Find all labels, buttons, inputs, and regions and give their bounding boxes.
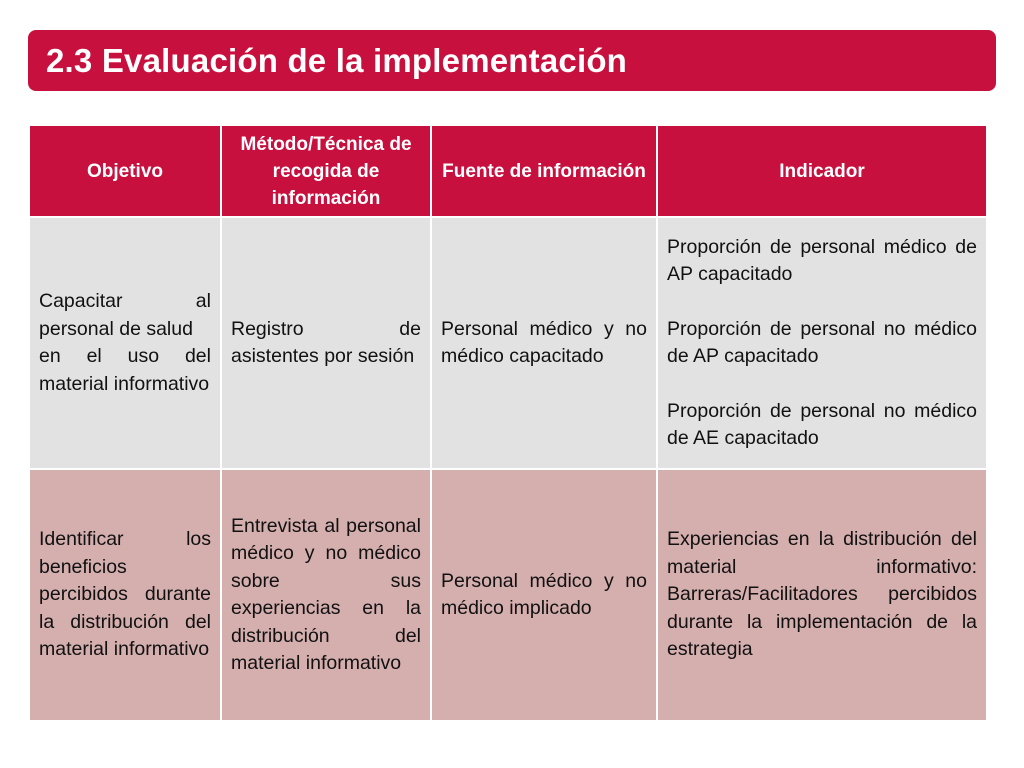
title-bar [28, 30, 996, 91]
cell-objetivo [28, 218, 222, 470]
table-row [28, 218, 988, 470]
indicador-item: Proporción de personal médico de AP capacitado [667, 235, 977, 285]
objetivo-line: Capacitar al personal de salud [39, 290, 211, 340]
cell-objetivo [28, 470, 222, 722]
cell-fuente: Personal médico y no médico implicado [432, 470, 658, 722]
cell-metodo: Entrevista al personal médico y no médico sobre sus experiencias en la distribución del material informativo [222, 470, 432, 722]
cell-indicador [658, 470, 988, 722]
evaluation-table [28, 124, 988, 722]
cell-fuente: Personal médico y no médico capacitado [432, 218, 658, 470]
indicador-item: Proporción de personal no médico de AP capacitado [667, 317, 977, 367]
objetivo-line: Identificar los beneficios percibidos durante la distribución del material informativo [39, 528, 211, 661]
objetivo-line: en el uso del material informativo [39, 345, 211, 395]
cell-metodo: Registro de asistentes por sesión [222, 218, 432, 470]
slide-title: 2.3 Evaluación de la implementación [46, 41, 628, 79]
header-row [28, 124, 988, 218]
indicador-item: Proporción de personal no médico de AE capacitado [667, 399, 977, 449]
header-objetivo: Objetivo [28, 124, 222, 218]
header-metodo: Método/Técnica de recogida de información [222, 124, 432, 218]
cell-indicador [658, 218, 988, 470]
header-fuente: Fuente de información [432, 124, 658, 218]
table-row [28, 470, 988, 722]
indicador-item: Experiencias en la distribución del material informativo: Barreras/Facilitadores percibidos durante la implementación de la estrategia [667, 528, 977, 661]
header-indicador: Indicador [658, 124, 988, 218]
